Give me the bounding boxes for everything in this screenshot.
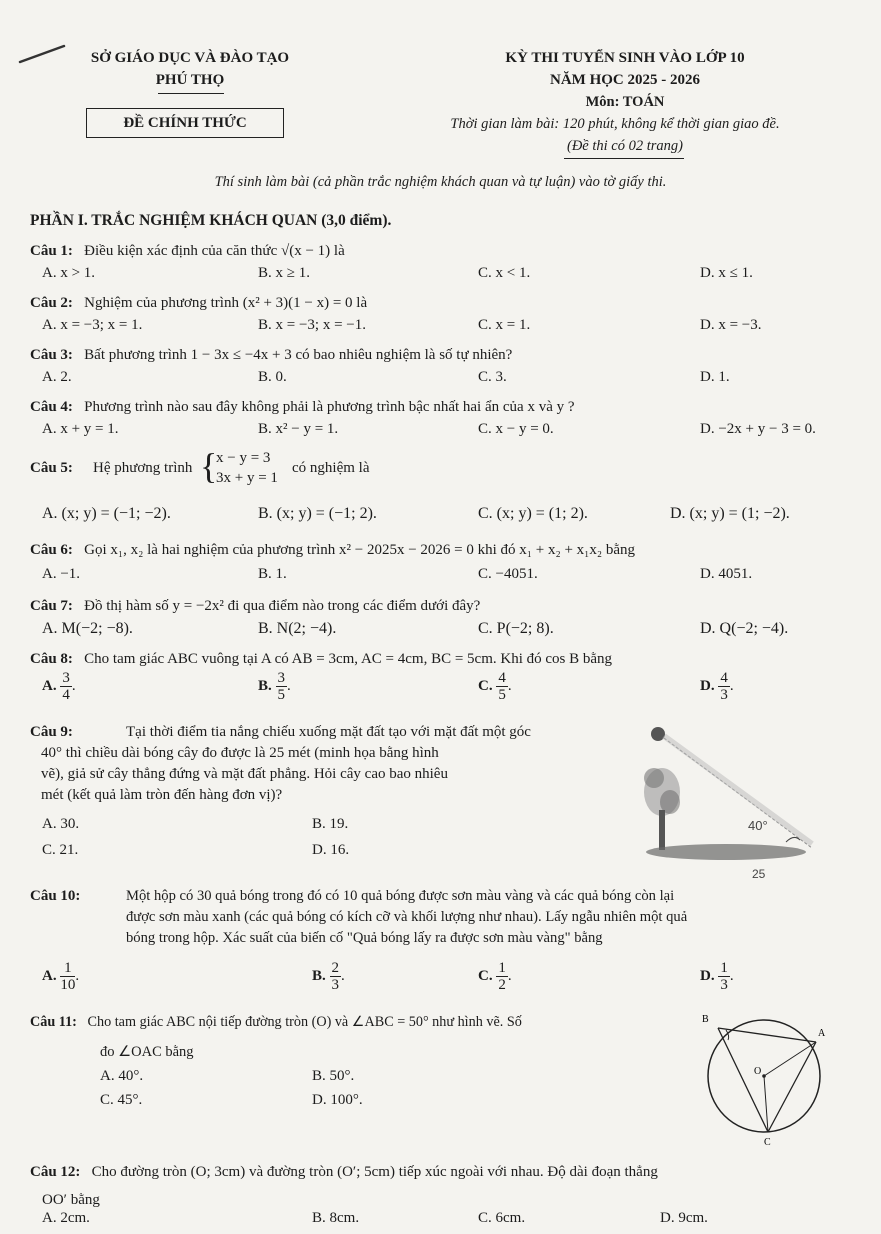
option-c[interactable]: C. x = 1. <box>478 317 531 333</box>
option-d[interactable]: D. 4051. <box>700 566 753 582</box>
option-b[interactable]: B. 8cm. <box>312 1210 360 1226</box>
fraction-denominator: 2 <box>498 977 506 993</box>
option-c[interactable]: C. 6cm. <box>478 1210 526 1226</box>
question-label: Câu 1: <box>30 243 73 259</box>
fraction-numerator: 3 <box>277 670 286 686</box>
fraction-denominator: 3 <box>720 977 728 993</box>
fraction-denominator: 10 <box>60 977 76 993</box>
fraction-denominator: 5 <box>277 687 286 703</box>
fraction-numerator: 1 <box>498 960 506 976</box>
fraction-denominator: 3 <box>331 977 340 993</box>
question-label: Câu 5: <box>30 460 73 476</box>
option-b[interactable]: B. 19. <box>312 816 349 832</box>
option-c[interactable]: C. (x; y) = (1; 2). <box>478 505 588 522</box>
question-text: Tại thời điểm tia nắng chiếu xuống mặt đất tạo với mặt đất một góc <box>126 724 531 740</box>
option-a[interactable]: A. $\frac{3}{4}$ . <box>42 670 76 703</box>
system-brace: { <box>200 446 218 486</box>
option-b[interactable]: B. 1. <box>258 566 287 582</box>
question-text: Một hộp có 30 quả bóng trong đó có 10 quả bóng được sơn màu vàng và các quả bóng còn lại được sơn màu xanh (các quả bóng có kích cỡ và khối lượng như nhau). Lấy ngẫu nhiên một quả bóng trong hộp. Xác suất của biến cố "Quả bóng lấy ra được sơn màu vàng" bằng <box>126 888 688 946</box>
exam-title: KỲ THI TUYỂN SINH VÀO LỚP 10 <box>505 50 745 66</box>
page-count: (Đề thi có 02 trang) <box>567 138 683 154</box>
fraction-denominator: 3 <box>720 687 728 703</box>
question-text: Điều kiện xác định của căn thức √(x − 1) là <box>84 243 345 259</box>
option-d[interactable]: D. $\frac{4}{3}$ . <box>700 670 734 703</box>
question-4 <box>30 397 861 417</box>
option-a[interactable]: A. x > 1. <box>42 265 96 281</box>
school-year: NĂM HỌC 2025 - 2026 <box>550 72 700 88</box>
question-text-post: có nghiệm là <box>292 460 370 476</box>
official-exam-box: ĐỀ CHÍNH THỨC <box>86 108 284 138</box>
province-underline <box>158 93 224 94</box>
angle-label: 40° <box>748 818 768 833</box>
option-a[interactable]: A. 2cm. <box>42 1210 90 1226</box>
option-d[interactable]: D. 1. <box>700 369 730 385</box>
page-count-underline <box>564 158 684 159</box>
question-label: Câu 7: <box>30 598 73 614</box>
fraction-numerator: 4 <box>498 670 506 686</box>
question-text: Bất phương trình 1 − 3x ≤ −4x + 3 có bao nhiêu nghiệm là số tự nhiên? <box>84 347 513 363</box>
question-1 <box>30 241 861 261</box>
option-b[interactable]: B. $\frac{2}{3}$ . <box>312 960 345 993</box>
tree-shadow-figure <box>636 722 826 882</box>
question-text: Gọi x₁, x₂ là hai nghiệm của phương trình x² − 2025x − 2026 = 0 khi đó x₁ + x₂ + x₁x₂ bằng <box>84 542 636 558</box>
question-text: Cho tam giác ABC vuông tại A có AB = 3cm, AC = 4cm, BC = 5cm. Khi đó cos B bằng <box>84 651 613 667</box>
question-text: Cho đường tròn (O; 3cm) và đường tròn (O′; 5cm) tiếp xúc ngoài với nhau. Độ dài đoạn thẳng <box>91 1164 658 1180</box>
question-7 <box>30 596 861 616</box>
option-b[interactable]: B. x² − y = 1. <box>258 421 339 437</box>
point-b-label: B <box>702 1014 709 1025</box>
question-label: Câu 12: <box>30 1164 81 1180</box>
question-label: Câu 10: <box>30 888 81 904</box>
option-b[interactable]: B. 0. <box>258 369 287 385</box>
option-c[interactable]: C. 3. <box>478 369 507 385</box>
option-b[interactable]: B. 50°. <box>312 1068 355 1084</box>
option-d[interactable]: D. 9cm. <box>660 1210 708 1226</box>
question-11 <box>30 1012 680 1032</box>
question-label: Câu 2: <box>30 295 73 311</box>
option-c[interactable]: C. x < 1. <box>478 265 531 281</box>
option-d[interactable]: D. x = −3. <box>700 317 762 333</box>
question-text: Nghiệm của phương trình (x² + 3)(1 − x) = 0 là <box>84 295 368 311</box>
question-8 <box>30 649 861 669</box>
point-c-label: C <box>764 1137 771 1148</box>
option-d[interactable]: D. −2x + y − 3 = 0. <box>700 421 816 437</box>
option-c[interactable]: C. P(−2; 8). <box>478 620 554 637</box>
fraction-numerator: 1 <box>720 960 728 976</box>
point-o-label: O <box>754 1066 762 1077</box>
option-d[interactable]: D. x ≤ 1. <box>700 265 753 281</box>
fraction-numerator: 1 <box>60 960 75 977</box>
option-b[interactable]: B. $\frac{3}{5}$ . <box>258 670 291 703</box>
question-label: Câu 6: <box>30 542 73 558</box>
question-11-line2: đo ∠OAC bằng <box>100 1044 194 1060</box>
question-label: Câu 9: <box>30 724 73 740</box>
length-label: 25 <box>752 867 766 881</box>
question-text: Đồ thị hàm số y = −2x² đi qua điểm nào trong các điểm dưới đây? <box>84 598 481 614</box>
question-label: Câu 11: <box>30 1014 77 1030</box>
option-b[interactable]: B. x = −3; x = −1. <box>258 317 367 333</box>
option-c[interactable]: C. x − y = 0. <box>478 421 554 437</box>
question-12 <box>30 1162 861 1182</box>
option-a[interactable]: A. 40°. <box>100 1068 144 1084</box>
option-a[interactable]: A. $\frac{1}{10}$ . <box>42 960 80 993</box>
province-name: PHÚ THỌ <box>155 72 225 88</box>
system-equation-2: 3x + y = 1 <box>216 470 278 486</box>
point-a-label: A <box>818 1028 826 1039</box>
option-d[interactable]: D. 100°. <box>312 1092 363 1108</box>
option-a[interactable]: A. 2. <box>42 369 72 385</box>
option-c[interactable]: C. $\frac{4}{5}$ . <box>478 670 512 703</box>
option-a[interactable]: A. 30. <box>42 816 80 832</box>
option-c[interactable]: C. −4051. <box>478 566 538 582</box>
option-d[interactable]: D. $\frac{1}{3}$ . <box>700 960 734 993</box>
option-d[interactable]: D. Q(−2; −4). <box>700 620 789 637</box>
subject: Môn: TOÁN <box>585 94 665 110</box>
option-b[interactable]: B. x ≥ 1. <box>258 265 310 281</box>
option-a[interactable]: A. −1. <box>42 566 81 582</box>
question-text: Cho tam giác ABC nội tiếp đường tròn (O) và ∠ABC = 50° như hình vẽ. Số <box>87 1014 522 1030</box>
option-a[interactable]: A. x = −3; x = 1. <box>42 317 143 333</box>
option-b[interactable]: B. N(2; −4). <box>258 620 337 637</box>
option-a[interactable]: A. (x; y) = (−1; −2). <box>42 505 171 522</box>
option-a[interactable]: A. M(−2; −8). <box>42 620 133 637</box>
option-c[interactable]: C. 45°. <box>100 1092 143 1108</box>
question-label: Câu 8: <box>30 651 73 667</box>
question-5 <box>30 446 861 498</box>
option-b[interactable]: B. (x; y) = (−1; 2). <box>258 505 377 522</box>
department-name: SỞ GIÁO DỤC VÀ ĐÀO TẠO <box>90 50 290 66</box>
question-3 <box>30 345 861 365</box>
fraction-numerator: 2 <box>331 960 340 976</box>
circle-triangle-figure <box>692 1008 832 1148</box>
option-d[interactable]: D. 16. <box>312 842 350 858</box>
question-text: Phương trình nào sau đây không phải là phương trình bậc nhất hai ẩn của x và y ? <box>84 399 575 415</box>
fraction-denominator: 4 <box>62 687 70 703</box>
option-a[interactable]: A. x + y = 1. <box>42 421 119 437</box>
fraction-denominator: 5 <box>498 687 506 703</box>
question-2 <box>30 293 861 313</box>
option-c[interactable]: C. 21. <box>42 842 79 858</box>
option-c[interactable]: C. $\frac{1}{2}$ . <box>478 960 512 993</box>
question-6 <box>30 540 861 560</box>
option-d[interactable]: D. (x; y) = (1; −2). <box>670 505 790 522</box>
system-equation-1: x − y = 3 <box>216 450 271 466</box>
fraction-numerator: 3 <box>62 670 70 686</box>
time-allowed: Thời gian làm bài: 120 phút, không kể thời gian giao đề. <box>450 116 780 132</box>
shadow-icon <box>646 844 806 860</box>
fraction-numerator: 4 <box>720 670 728 686</box>
question-label: Câu 4: <box>30 399 73 415</box>
section1-title: PHẦN I. TRẮC NGHIỆM KHÁCH QUAN (3,0 điểm). <box>30 212 392 229</box>
question-text: Hệ phương trình <box>93 460 193 476</box>
question-label: Câu 3: <box>30 347 73 363</box>
question-12-line2: OO′ bằng <box>42 1192 100 1208</box>
instruction: Thí sinh làm bài (cả phần trắc nghiệm khách quan và tự luận) vào tờ giấy thi. <box>214 174 667 190</box>
